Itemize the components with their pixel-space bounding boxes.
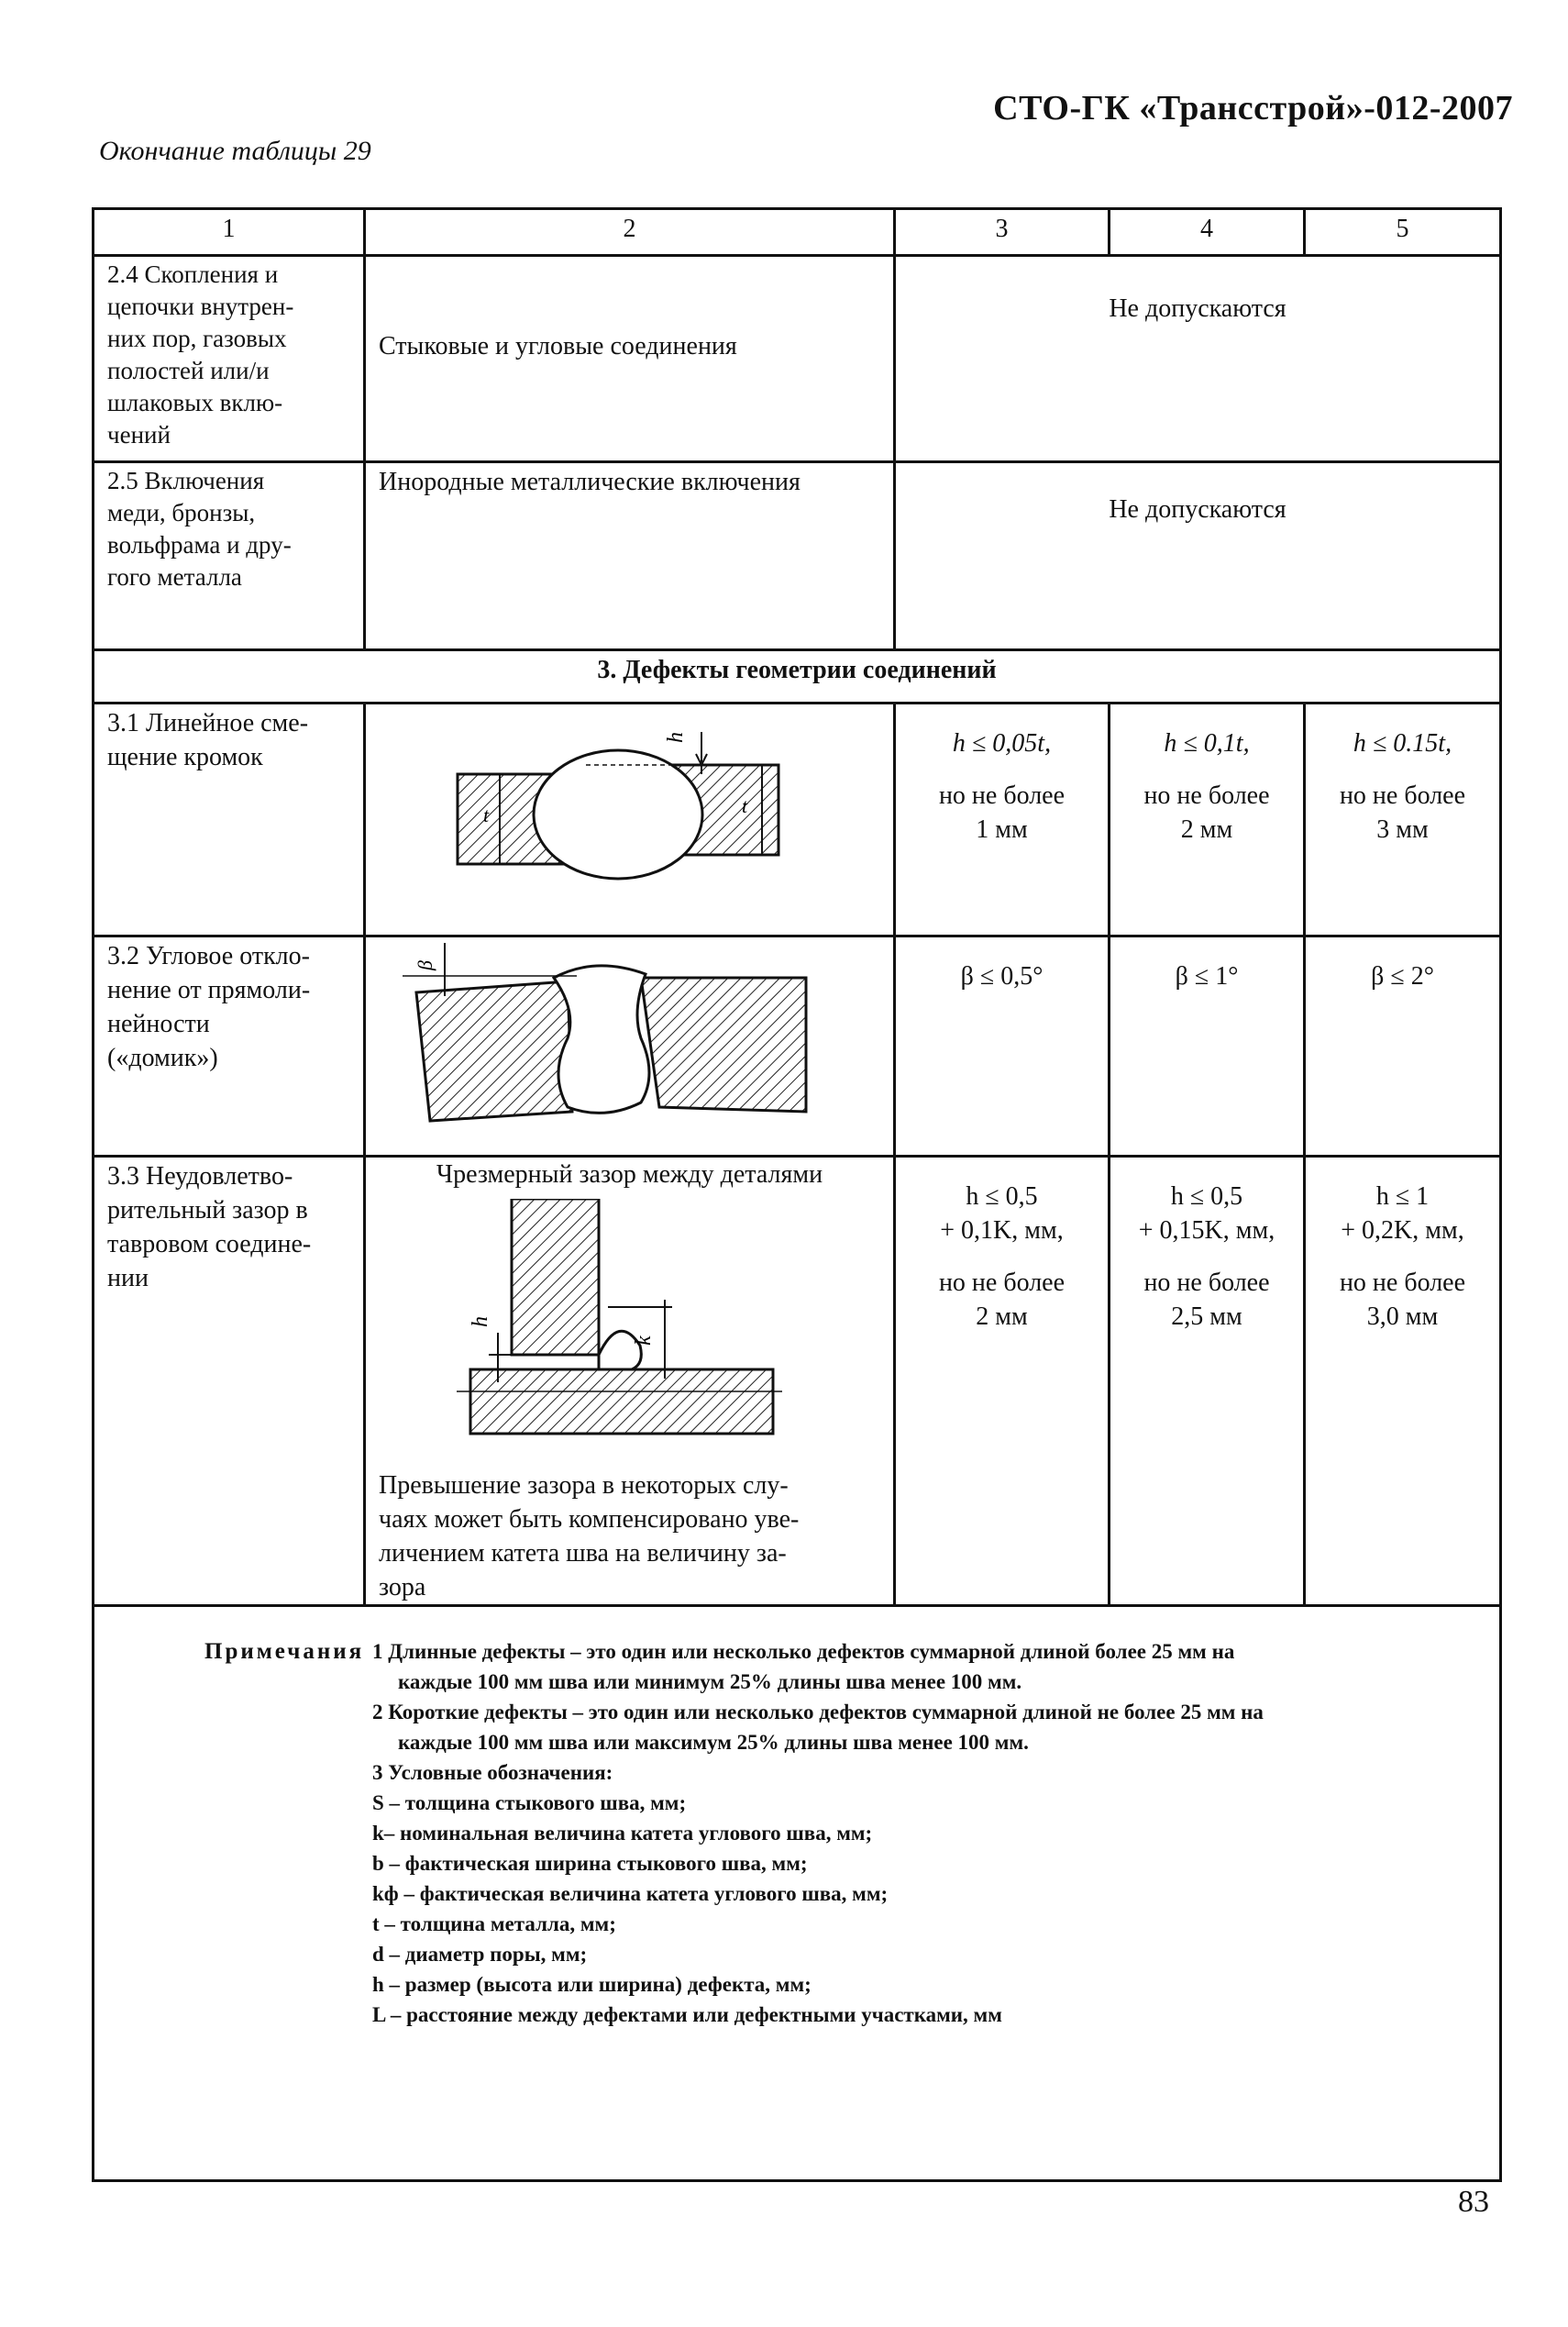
label-beta: β	[414, 960, 436, 970]
legend-list	[372, 1788, 1499, 2030]
table-caption: Окончание таблицы 29	[99, 136, 371, 166]
acceptance-criteria: Не допускаются	[895, 462, 1501, 650]
document-code: СТО-ГК «Трансстрой»-012-2007	[993, 89, 1513, 127]
defects-table	[92, 207, 1502, 2182]
vertical-plate	[512, 1199, 599, 1355]
notes-block	[94, 1607, 1499, 2030]
column-number-row	[94, 209, 1501, 256]
defect-name: 2.4 Скопления и цепочки внутрен- них пор, газовых полостей или/и шлаковых вклю- чений	[94, 256, 365, 462]
table-row-2-4	[94, 256, 1501, 462]
label-t-right: t	[742, 794, 748, 817]
criteria-level-d: h ≤ 1 + 0,2K, мм, но не более 3,0 мм	[1305, 1157, 1501, 1606]
legend-item: t – толщина металла, мм;	[372, 1912, 616, 1935]
criteria-level-b: h ≤ 0,5 + 0,1K, мм, но не более 2 мм	[895, 1157, 1110, 1606]
defect-figure-cell	[365, 936, 895, 1157]
label-k: k	[632, 1335, 656, 1346]
column-number: 1	[94, 209, 365, 256]
criteria-level-c: β ≤ 1°	[1110, 936, 1305, 1157]
defect-name: 3.3 Неудовлетво- рительный зазор в тавровом соедине- нии	[94, 1157, 365, 1606]
angular-deviation-figure	[366, 937, 895, 1154]
label-h: h	[664, 732, 688, 743]
acceptance-criteria: Не допускаются	[895, 256, 1501, 462]
note-3: 3 Условные обозначения:	[372, 1761, 613, 1784]
legend-item: S – толщина стыкового шва, мм;	[372, 1791, 687, 1814]
criteria-level-b: β ≤ 0,5°	[895, 936, 1110, 1157]
legend-item: d – диаметр поры, мм;	[372, 1943, 588, 1966]
section-header-row	[94, 650, 1501, 704]
column-number: 4	[1110, 209, 1305, 256]
label-h: h	[469, 1316, 492, 1327]
column-number: 5	[1305, 209, 1501, 256]
weld-bead	[554, 966, 649, 1114]
page-number: 83	[1458, 2185, 1489, 2219]
defect-description: Стыковые и угловые соединения	[365, 256, 895, 462]
section-title: 3. Дефекты геометрии соединений	[94, 650, 1501, 704]
legend-item: kф – фактическая величина катета углового шва, мм;	[372, 1882, 889, 1905]
defect-name: 2.5 Включения меди, бронзы, вольфрама и дру- гого металла	[94, 462, 365, 650]
notes-row	[94, 1606, 1501, 2181]
edge-misalignment-figure	[366, 704, 895, 934]
table-row-3-2	[94, 936, 1501, 1157]
right-plate	[641, 978, 806, 1112]
note-2: 2 Короткие дефекты – это один или несколько дефектов суммарной длиной не более 25 мм на каждые 100 мм шва или максимум 25% длины шва менее 100 мм.	[372, 1701, 1264, 1754]
table-row-2-5	[94, 462, 1501, 650]
legend-item: k– номинальная величина катета углового шва, мм;	[372, 1822, 873, 1845]
defect-name: 3.1 Линейное сме- щение кромок	[94, 704, 365, 936]
table-row-3-3	[94, 1157, 1501, 1606]
defect-name: 3.2 Угловое откло- нение от прямоли- нейности («домик»)	[94, 936, 365, 1157]
weld-bead	[534, 750, 702, 879]
defect-description: Чрезмерный зазор между деталями h k Превышение зазора в некоторых слу- чаях может быть компенсировано уве- личением катета шва на величину за- зора	[365, 1157, 895, 1606]
notes-title: Примечания	[204, 1639, 365, 1664]
criteria-level-d: h ≤ 0.15t, но не более 3 мм	[1305, 704, 1501, 936]
notes-cell	[94, 1606, 1501, 2181]
left-plate	[416, 981, 572, 1121]
column-number: 2	[365, 209, 895, 256]
tee-joint-gap-figure	[379, 1199, 883, 1465]
criteria-level-c: h ≤ 0,5 + 0,15K, мм, но не более 2,5 мм	[1110, 1157, 1305, 1606]
column-number: 3	[895, 209, 1110, 256]
label-t-left: t	[483, 803, 490, 826]
defect-figure-cell	[365, 704, 895, 936]
criteria-level-c: h ≤ 0,1t, но не более 2 мм	[1110, 704, 1305, 936]
base-plate	[470, 1369, 773, 1434]
legend-item: b – фактическая ширина стыкового шва, мм;	[372, 1852, 808, 1875]
note-1: 1 Длинные дефекты – это один или несколько дефектов суммарной длиной более 25 мм на каждые 100 мм шва или минимум 25% длины шва менее 100 мм.	[372, 1640, 1235, 1693]
defect-description: Инородные металлические включения	[365, 462, 895, 650]
criteria-level-d: β ≤ 2°	[1305, 936, 1501, 1157]
legend-item: h – размер (высота или ширина) дефекта, мм;	[372, 1973, 812, 1996]
criteria-level-b: h ≤ 0,05t, но не более 1 мм	[895, 704, 1110, 936]
table-row-3-1	[94, 704, 1501, 936]
legend-item: L – расстояние между дефектами или дефектными участками, мм	[372, 2003, 1002, 2026]
